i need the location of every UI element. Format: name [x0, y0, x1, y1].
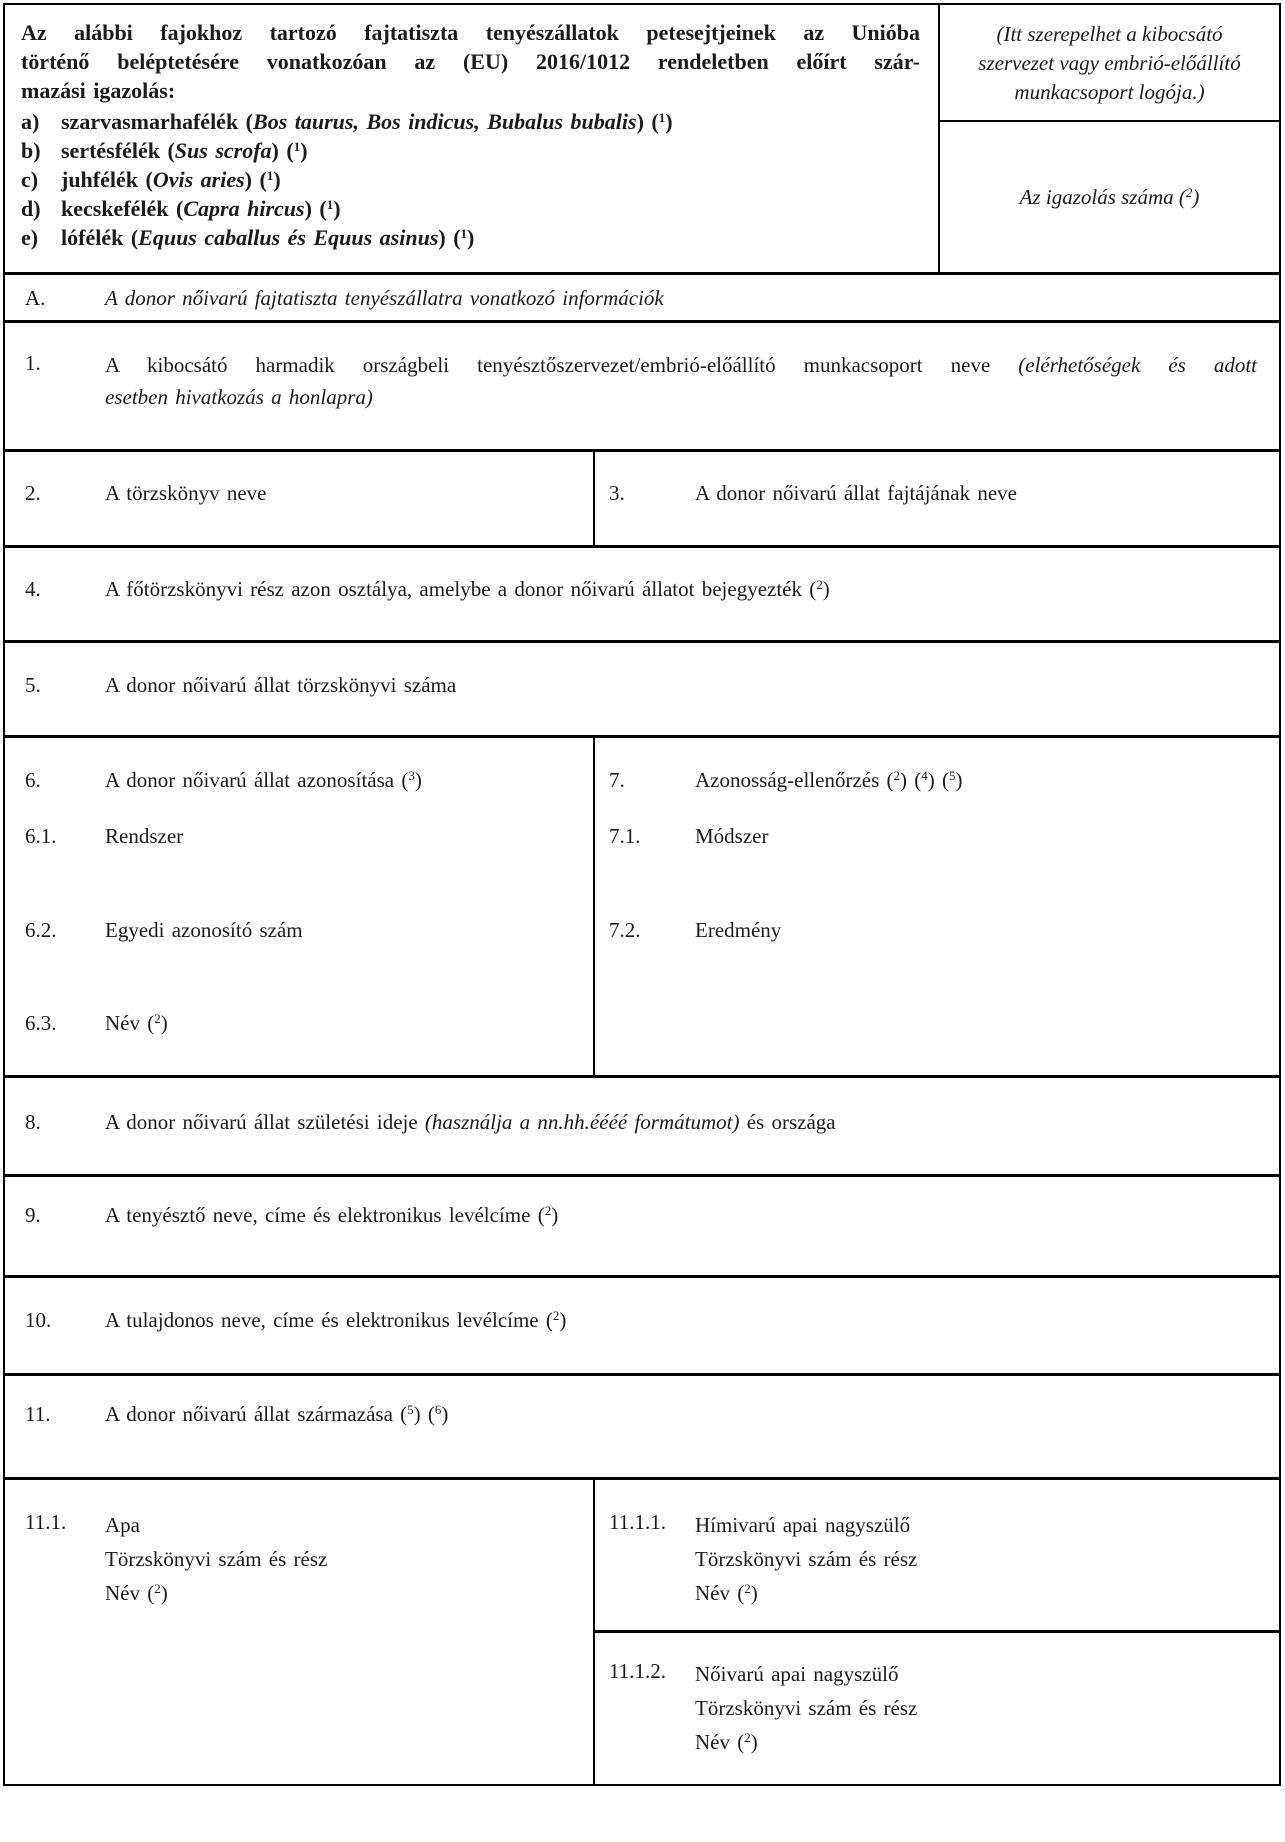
- header-right-column: [940, 5, 1279, 272]
- row-8-number: 8.: [25, 1110, 41, 1134]
- species-item-d: [21, 194, 920, 223]
- row-4-text: A főtörzskönyvi rész azon osztálya, amelybe a donor nőivarú állatot bejegyezték ($^2$): [105, 577, 830, 601]
- species-item-text: kecskefélék (Capra hircus) ($^1$): [61, 196, 341, 221]
- certificate-form-table: [3, 3, 1281, 1786]
- row-11-1-line-2: Törzskönyvi szám és rész: [105, 1547, 328, 1571]
- row-11-1-right-column: [595, 1480, 1279, 1784]
- row-11-1-1-line-2: Törzskönyvi szám és rész: [695, 1547, 918, 1571]
- row-7-number: 7.: [609, 768, 625, 792]
- row-1-text-line-1: A kibocsátó harmadik országbeli tenyésztőszervezet/embrió-előállító munkacsoport neve (elérhetőségek és adott: [105, 353, 1257, 377]
- row-2-3: [5, 449, 1279, 545]
- row-6-7: [5, 735, 1279, 1075]
- row-11-1-line-3: Név ($^2$): [105, 1581, 168, 1605]
- row-7-1-number: 7.1.: [609, 824, 641, 848]
- row-6-number: 6.: [25, 768, 41, 792]
- section-a-row: [5, 272, 1279, 320]
- logo-note-line-1: (Itt szerepelhet a kibocsátó: [996, 22, 1223, 46]
- row-11-1-2-text: [695, 1657, 1263, 1759]
- row-7-text: Azonosság-ellenőrzés ($^2$) ($^4$) ($^5$): [695, 768, 963, 792]
- row-10-text: A tulajdonos neve, címe és elektronikus levélcíme ($^2$): [105, 1308, 567, 1332]
- row-9-number: 9.: [25, 1203, 41, 1227]
- row-6-text: A donor nőivarú állat azonosítása ($^3$): [105, 768, 422, 792]
- logo-note-line-2: szervezet vagy embrió-előállító: [978, 51, 1241, 75]
- certificate-number-label: Az igazolás száma ($^2$): [1019, 184, 1200, 209]
- row-8-text: A donor nőivarú állat születési ideje (használja a nn.hh.éééé formátumot) és országa: [105, 1110, 836, 1134]
- row-10: [5, 1275, 1279, 1373]
- logo-note-line-3: munkacsoport logója.): [1014, 80, 1205, 104]
- row-1-number: 1.: [25, 351, 41, 375]
- row-7-cell: [595, 738, 1279, 1075]
- row-1-text: [105, 349, 1257, 413]
- row-11-1-2-line-1: Nőivarú apai nagyszülő: [695, 1662, 899, 1686]
- species-item-a: [21, 107, 920, 136]
- header-intro-line-3: mazási igazolás:: [21, 78, 176, 103]
- row-6-3-number: 6.3.: [25, 1011, 57, 1035]
- row-11-1-1-line-1: Hímivarú apai nagyszülő: [695, 1513, 911, 1537]
- species-item-e: [21, 223, 920, 252]
- row-7-1-text: Módszer: [695, 824, 769, 848]
- row-5-text: A donor nőivarú állat törzskönyvi száma: [105, 673, 457, 697]
- species-item-text: szarvasmarhafélék (Bos taurus, Bos indicus, Bubalus bubalis) ($^1$): [61, 109, 673, 134]
- row-9-text: A tenyésztő neve, címe és elektronikus levélcíme ($^2$): [105, 1203, 559, 1227]
- row-11-1-cell: [5, 1480, 595, 1784]
- row-11-1-1-cell: [595, 1480, 1279, 1633]
- species-item-text: juhfélék (Ovis aries) ($^1$): [61, 167, 281, 192]
- row-6-1-number: 6.1.: [25, 824, 57, 848]
- header-intro-line-2: történő beléptetésére vonatkozóan az (EU) 2016/1012 rendeletben előírt szár-: [21, 49, 920, 74]
- row-11-1-text: [105, 1508, 571, 1610]
- species-item-label: d): [21, 196, 41, 221]
- species-item-text: sertésfélék (Sus scrofa) ($^1$): [61, 138, 308, 163]
- row-5-number: 5.: [25, 673, 41, 697]
- row-3-text: A donor nőivarú állat fajtájának neve: [695, 481, 1017, 505]
- species-list: [21, 107, 920, 252]
- row-4-number: 4.: [25, 577, 41, 601]
- row-7-2-number: 7.2.: [609, 918, 641, 942]
- row-9: [5, 1174, 1279, 1275]
- logo-placeholder-cell: [940, 5, 1279, 122]
- row-1-text-line-2: esetben hivatkozás a honlapra): [105, 385, 373, 409]
- row-11-1-2-line-2: Törzskönyvi szám és rész: [695, 1696, 918, 1720]
- row-11-1-1-line-3: Név ($^2$): [695, 1581, 758, 1605]
- header-row: [5, 5, 1279, 272]
- row-11-1-2-cell: [595, 1633, 1279, 1784]
- header-title-cell: [5, 5, 940, 272]
- row-2-text: A törzskönyv neve: [105, 481, 267, 505]
- row-6-2-number: 6.2.: [25, 918, 57, 942]
- row-8: [5, 1075, 1279, 1174]
- row-6-2-text: Egyedi azonosító szám: [105, 918, 303, 942]
- row-3-number: 3.: [609, 481, 625, 505]
- species-item-label: a): [21, 109, 40, 134]
- species-item-text: lófélék (Equus caballus és Equus asinus) ($^1$): [61, 225, 475, 250]
- header-intro-line-1: Az alábbi fajokhoz tartozó fajtatiszta tenyészállatok petesejtjeinek az Unióba: [21, 20, 920, 45]
- row-2-number: 2.: [25, 481, 41, 505]
- species-item-label: b): [21, 138, 41, 163]
- row-5: [5, 640, 1279, 735]
- row-6-3-text: Név ($^2$): [105, 1011, 168, 1035]
- row-11-number: 11.: [25, 1402, 51, 1426]
- row-11-1-2-number: 11.1.2.: [609, 1659, 666, 1683]
- section-a-title: A donor nőivarú fajtatiszta tenyészállatra vonatkozó információk: [105, 285, 664, 310]
- row-11-1-2-line-3: Név ($^2$): [695, 1730, 758, 1754]
- row-11-1-line-1: Apa: [105, 1513, 140, 1537]
- species-item-c: [21, 165, 920, 194]
- row-11-1-1-number: 11.1.1.: [609, 1510, 666, 1534]
- row-11-1-block: [5, 1477, 1279, 1784]
- row-7-2-text: Eredmény: [695, 918, 782, 942]
- row-1: [5, 320, 1279, 449]
- row-2-cell: [5, 452, 595, 545]
- row-10-number: 10.: [25, 1308, 52, 1332]
- row-6-1-text: Rendszer: [105, 824, 184, 848]
- section-a-number: A.: [25, 285, 46, 310]
- species-item-label: e): [21, 225, 39, 250]
- row-4: [5, 545, 1279, 640]
- species-item-label: c): [21, 167, 39, 192]
- row-3-cell: [595, 452, 1279, 545]
- certificate-number-cell: [940, 122, 1279, 272]
- row-11-text: A donor nőivarú állat származása ($^5$) ($^6$): [105, 1402, 449, 1426]
- row-11: [5, 1373, 1279, 1477]
- species-item-b: [21, 136, 920, 165]
- row-11-1-1-text: [695, 1508, 1263, 1610]
- row-6-cell: [5, 738, 595, 1075]
- row-11-1-number: 11.1.: [25, 1510, 67, 1534]
